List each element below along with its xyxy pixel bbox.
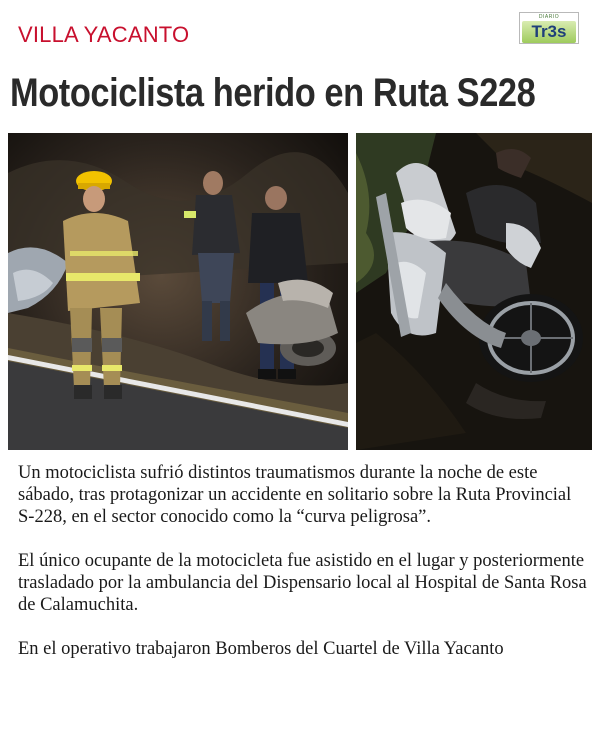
photo-accident-scene [8, 133, 348, 450]
logo-main-text: Tr3s [522, 21, 576, 43]
section-label: VILLA YACANTO [18, 22, 190, 47]
logo-top-text: DIARIO [538, 14, 560, 20]
photo-crashed-motorcycle [356, 133, 592, 450]
article-paragraph: Un motociclista sufrió distintos traumatismos durante la noche de este sábado, tras protagonizar un accidente en solitario sobre la Ruta Provincial S-228, en el sector conocido como la “curva peligrosa”. [18, 463, 572, 527]
article-paragraph: El único ocupante de la motocicleta fue asistido en el lugar y posteriormente trasladado por la ambulancia del Dispensario local al Hospital de Santa Rosa de Calamuchita. [18, 551, 587, 615]
headline: Motociclista herido en Ruta S228 [10, 71, 536, 115]
accident-scene-image [8, 133, 348, 450]
article-paragraph: En el operativo trabajaron Bomberos del Cuartel de Villa Yacanto [18, 639, 504, 659]
article-body [18, 462, 588, 682]
newspaper-logo [519, 12, 579, 44]
crashed-motorcycle-image [356, 133, 592, 450]
